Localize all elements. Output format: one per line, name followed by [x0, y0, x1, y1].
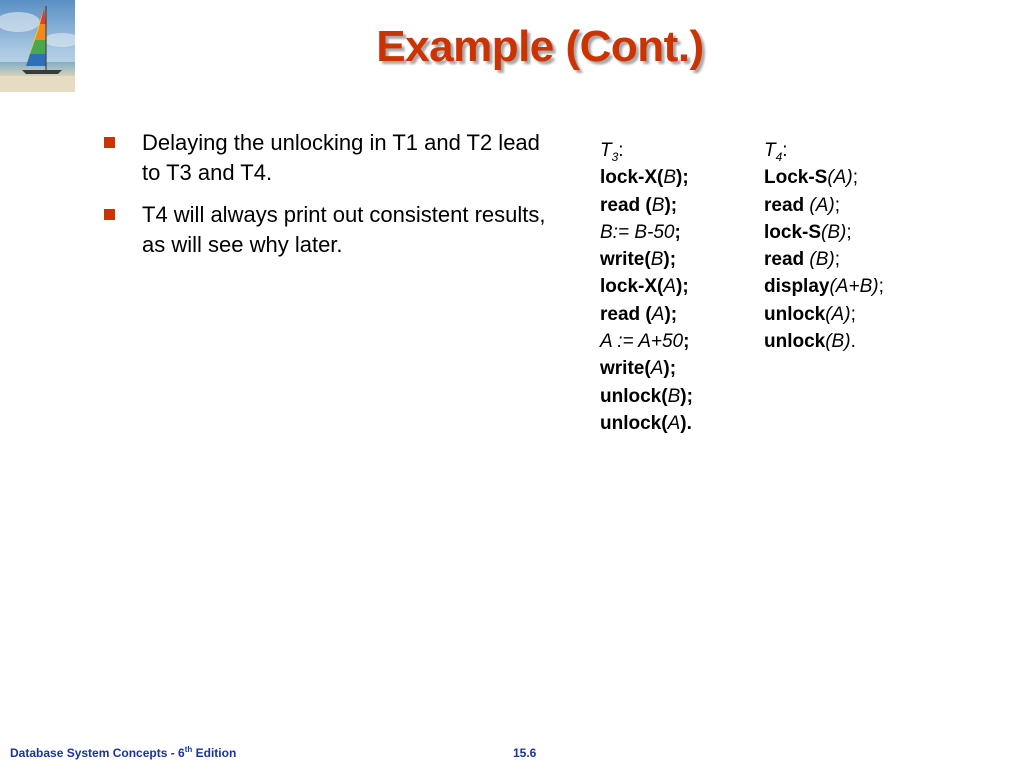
t4-header	[764, 137, 884, 164]
t4-code-line	[764, 164, 884, 191]
t4-code-segment: ;	[834, 194, 841, 216]
t3-code-segment: B	[650, 249, 664, 271]
t4-code-segment: (A)	[825, 303, 851, 325]
t4-code-segment: (B)	[825, 331, 851, 353]
t4-colon: :	[782, 140, 788, 161]
t4-subscript: 4	[775, 149, 783, 164]
t4-code-segment: ;	[878, 276, 884, 298]
transaction-t4	[764, 137, 884, 355]
t3-code-segment: lock-X(	[600, 276, 664, 298]
t3-code-segment: unlock(	[600, 385, 668, 407]
t3-code-segment: read (	[600, 303, 652, 325]
t3-code-segment: write(	[600, 358, 651, 380]
t3-code-line	[600, 246, 693, 273]
t3-code-segment: A	[667, 412, 681, 434]
t3-code-segment: );	[676, 167, 689, 189]
t3-code-line	[600, 273, 693, 300]
t3-code-segment: );	[663, 249, 677, 271]
t3-code-segment: );	[676, 276, 689, 298]
t4-code-line	[764, 192, 884, 219]
t3-code-segment: A	[650, 358, 664, 380]
t3-code-segment: );	[663, 358, 677, 380]
t3-subscript: 3	[611, 149, 619, 164]
t3-code-segment: B:= B-50	[600, 221, 675, 243]
slide-title: Example (Cont.)	[376, 22, 704, 71]
t4-code-segment: (B)	[821, 221, 847, 243]
bullet-item	[104, 128, 564, 188]
t4-code-segment: display	[764, 276, 830, 298]
transaction-t3	[600, 137, 693, 437]
t4-code-segment: (A+B)	[829, 276, 879, 298]
footer-book: Database System Concepts - 6	[10, 746, 185, 760]
t4-code-segment: ;	[850, 303, 856, 325]
t4-code-line	[764, 328, 884, 355]
t3-code-segment: B	[667, 385, 681, 407]
t4-code-segment: .	[850, 331, 856, 353]
t3-code-segment: ).	[680, 412, 692, 434]
t3-code-segment: ;	[674, 221, 681, 243]
t4-code-segment: (A)	[809, 194, 835, 216]
square-bullet-icon	[104, 209, 115, 220]
t4-code-line	[764, 246, 884, 273]
t3-code-line	[600, 355, 693, 382]
t3-code-line	[600, 383, 693, 410]
t3-code-segment: A	[663, 276, 677, 298]
t3-code-segment: read (	[600, 194, 652, 216]
t4-code-line	[764, 219, 884, 246]
bullet-item	[104, 200, 564, 260]
t3-header	[600, 137, 693, 164]
footer-book-title	[10, 746, 236, 760]
t4-code-segment: unlock	[764, 303, 826, 325]
bullet-text: Delaying the unlocking in T1 and T2 lead to T3 and T4.	[142, 130, 540, 185]
t4-code-segment: unlock	[764, 331, 826, 353]
t3-code-segment: unlock(	[600, 412, 668, 434]
t4-code-segment: read	[764, 194, 810, 216]
t4-code-segment: ;	[852, 167, 858, 189]
t3-code-segment: lock-X(	[600, 167, 664, 189]
t3-code-line	[600, 164, 693, 191]
t3-code-segment: A := A+50	[600, 331, 684, 353]
t4-code-line	[764, 273, 884, 300]
t3-code-segment: A	[651, 303, 665, 325]
t3-code-line	[600, 410, 693, 437]
t4-code-segment: ;	[834, 249, 841, 271]
t3-code-segment: B	[663, 167, 677, 189]
t3-colon: :	[618, 140, 624, 161]
t3-code-line	[600, 301, 693, 328]
bullet-text: T4 will always print out consistent results, as will see why later.	[142, 202, 546, 257]
t3-code-segment: write(	[600, 249, 651, 271]
t3-code-segment: );	[664, 303, 678, 325]
t3-code-lines	[600, 164, 693, 437]
t4-code-segment: (A)	[827, 167, 853, 189]
t4-code-segment: (B)	[809, 249, 835, 271]
footer-edition: Edition	[192, 746, 237, 760]
t3-code-segment: );	[680, 385, 693, 407]
t4-code-segment: Lock-S	[764, 167, 828, 189]
t3-code-segment: ;	[683, 331, 690, 353]
t4-code-segment: read	[764, 249, 810, 271]
t4-name: T	[764, 140, 776, 161]
t4-code-segment: ;	[846, 221, 852, 243]
t3-code-segment: );	[664, 194, 678, 216]
bullet-list	[104, 128, 564, 272]
t4-code-line	[764, 301, 884, 328]
t3-code-line	[600, 192, 693, 219]
t4-code-lines	[764, 164, 884, 355]
t4-code-segment: lock-S	[764, 221, 822, 243]
t3-code-segment: B	[651, 194, 665, 216]
square-bullet-icon	[104, 137, 115, 148]
footer-page-number: 15.6	[513, 746, 537, 760]
t3-name: T	[600, 140, 612, 161]
t3-code-line	[600, 328, 693, 355]
t3-code-line	[600, 219, 693, 246]
footer-ordinal: th	[184, 745, 193, 754]
